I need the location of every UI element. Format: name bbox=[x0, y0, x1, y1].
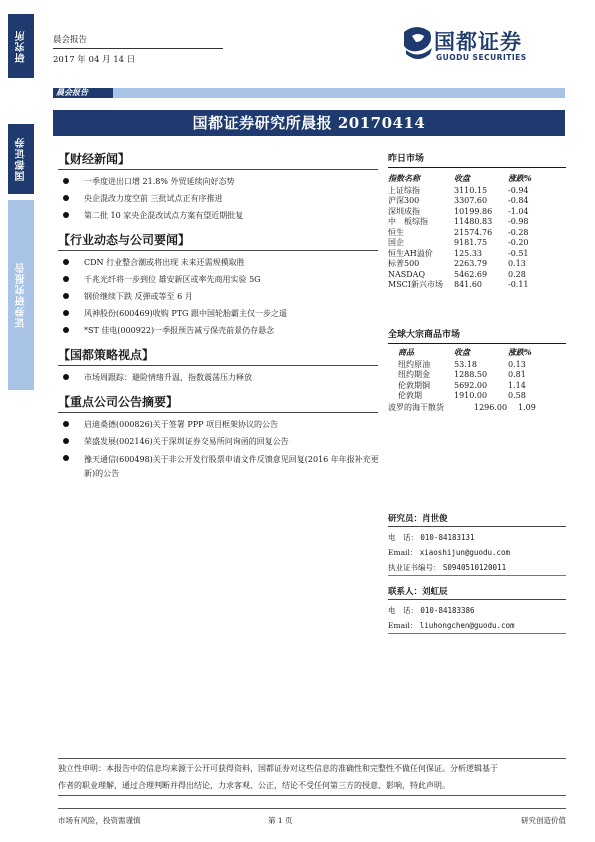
cert-label: 执业证书编号： bbox=[388, 563, 441, 572]
commodities-heading: 全球大宗商品市场 bbox=[388, 329, 566, 344]
phone-label: 电 话： bbox=[388, 606, 418, 615]
market-panel bbox=[388, 153, 566, 291]
market-table bbox=[388, 170, 566, 291]
report-header bbox=[53, 28, 223, 68]
list-item: 央企混改力度空前 三批试点正有序推进 bbox=[58, 193, 378, 204]
list-item: 豫天通信(600498)关于非公开发行股票申请文件反馈意见回复(2016 年年报补充更新)的公告 bbox=[58, 453, 380, 481]
table-row: 伦敦期铜 5692.00 1.14 bbox=[398, 380, 526, 390]
section-heading: 【重点公司公告摘要】 bbox=[58, 393, 378, 413]
commodities-panel bbox=[388, 329, 566, 413]
bullet-icon bbox=[63, 276, 69, 282]
bullet-icon bbox=[63, 293, 69, 299]
analyst-heading: 研究员：肖世俊 bbox=[388, 512, 566, 527]
sidebar-company-label: 国都证券 bbox=[15, 137, 27, 181]
analyst-email-line bbox=[388, 545, 566, 560]
list-item: *ST 佳电(000922)一季报预告减亏保壳前景仍存悬念 bbox=[58, 325, 378, 336]
phone-label: 电 话： bbox=[388, 533, 418, 542]
bullet-icon bbox=[63, 455, 69, 461]
column-header: 涨跌% bbox=[508, 173, 532, 183]
column-header: 收盘 bbox=[454, 347, 470, 357]
bullet-icon bbox=[63, 195, 69, 201]
list-item: 第二批 10 家央企混改试点方案有望近期批复 bbox=[58, 210, 378, 221]
sidebar-company-block bbox=[8, 124, 34, 194]
title-banner bbox=[53, 110, 565, 136]
logo-name-en: GUODU SECURITIES bbox=[436, 53, 527, 62]
sidebar-research-label: 研究所 bbox=[15, 29, 27, 63]
table-row: 恒生AH溢价 125.33 -0.51 bbox=[388, 248, 529, 258]
section-heading: 【行业动态与公司要闻】 bbox=[58, 231, 378, 251]
table-header-row bbox=[388, 170, 566, 186]
bullet-icon bbox=[63, 421, 69, 427]
table-row: 沪深300 3307.60 -0.84 bbox=[388, 196, 529, 205]
table-row: 纽约期金 1288.50 0.81 bbox=[398, 370, 526, 379]
section-heading: 【国都策略视点】 bbox=[58, 346, 378, 366]
report-type: 晨会报告 bbox=[53, 28, 223, 49]
table-row: NASDAQ 5462.69 0.28 bbox=[388, 269, 526, 279]
announcements-section bbox=[58, 393, 378, 481]
commodity-change: 1.09 bbox=[518, 402, 536, 412]
section-bar bbox=[53, 88, 565, 98]
table-row: 中 板综指 11480.83 -0.98 bbox=[388, 217, 529, 226]
page-title: 国都证券研究所晨报 20170414 bbox=[192, 114, 426, 132]
news-column bbox=[58, 150, 378, 491]
bullet-icon bbox=[63, 374, 69, 380]
table-row: 国企 9181.75 -0.20 bbox=[388, 238, 529, 247]
logo-name-cn: 国都证券 bbox=[434, 30, 522, 54]
list-item: CDN 行业整合潮或将出现 未来还需规模取胜 bbox=[58, 257, 378, 268]
list-item: 荣盛发展(002146)关于深圳证券交易所问询函的回复公告 bbox=[58, 436, 378, 447]
list-item: 一季度进出口增 21.8% 外贸延续向好态势 bbox=[58, 176, 378, 187]
contact-email[interactable]: liuhongchen@guodu.com bbox=[419, 621, 515, 630]
sidebar-report-block bbox=[8, 200, 34, 390]
strategy-section bbox=[58, 346, 378, 383]
list-item: 启迪桑德(000826)关于签署 PPP 项目框架协议的公告 bbox=[58, 419, 378, 430]
analyst-email[interactable]: xiaoshijun@guodu.com bbox=[419, 548, 511, 557]
bullet-icon bbox=[63, 310, 69, 316]
finance-news-section bbox=[58, 150, 378, 221]
section-heading: 【财经新闻】 bbox=[58, 150, 378, 170]
company-logo bbox=[400, 24, 565, 64]
footer-risk-note: 市场有风险，投资需谨慎 bbox=[58, 816, 141, 825]
bullet-icon bbox=[63, 327, 69, 333]
email-label: Email： bbox=[388, 621, 418, 630]
logo-mark-icon bbox=[400, 24, 434, 62]
bullet-icon bbox=[63, 438, 69, 444]
column-header: 指数名称 bbox=[388, 173, 420, 183]
commodity-close: 1296.00 bbox=[474, 402, 508, 412]
left-sidebar bbox=[8, 0, 34, 842]
industry-news-section bbox=[58, 231, 378, 336]
contact-heading: 联系人：刘虹辰 bbox=[388, 585, 566, 600]
bullet-icon bbox=[63, 178, 69, 184]
email-label: Email： bbox=[388, 548, 418, 557]
page-number: 第 1 页 bbox=[268, 816, 293, 825]
column-header: 收盘 bbox=[454, 173, 470, 183]
table-row: 深圳成指 10199.86 -1.04 bbox=[388, 206, 529, 216]
disclaimer-line-2: 作者的职业理解，通过合理判断并得出结论，力求客观、公正，结论不受任何第三方的授意、影响，特此声明。 bbox=[58, 781, 450, 790]
page-footer bbox=[58, 808, 566, 826]
section-bar-dark bbox=[53, 88, 113, 98]
table-row: 标普500 2263.79 0.13 bbox=[388, 259, 526, 268]
contact-email-line bbox=[388, 618, 566, 634]
table-row: 恒生 21574.76 -0.28 bbox=[388, 227, 529, 237]
table-header-row bbox=[388, 344, 566, 360]
list-item: 风神股份(600469)收购 PTG 跟中国轮胎霸主仅一步之遥 bbox=[58, 308, 378, 319]
table-row: 纽约原油 53.18 0.13 bbox=[398, 359, 526, 369]
analyst-info bbox=[388, 512, 566, 576]
footer-slogan: 研究创造价值 bbox=[521, 816, 566, 825]
analyst-cert: S0940510120011 bbox=[442, 563, 507, 572]
table-row: MSCI新兴市场 841.60 -0.11 bbox=[388, 280, 529, 289]
list-item: 钢价继续下跌 反弹或等至 6 月 bbox=[58, 291, 378, 302]
commodity-name: 波罗的海干散货 bbox=[388, 402, 444, 412]
contact-phone: 010-84183386 bbox=[420, 606, 475, 615]
sidebar-research-block bbox=[8, 14, 34, 78]
bullet-icon bbox=[63, 212, 69, 218]
sidebar-report-label: 证券研究报告 bbox=[15, 262, 27, 328]
table-row: 伦敦期 1910.00 0.58 bbox=[398, 391, 526, 400]
analyst-cert-line bbox=[388, 560, 566, 576]
contact-phone-line bbox=[388, 603, 566, 618]
disclaimer-line-1: 独立性申明：本报告中的信息均来源于公开可获得资料，国都证券对这些信息的准确性和完整性不做任何保证。分析逻辑基于 bbox=[58, 764, 498, 773]
table-row bbox=[388, 402, 566, 413]
column-header: 商品 bbox=[398, 347, 414, 357]
market-heading: 昨日市场 bbox=[388, 153, 566, 168]
table-row: 上证综指 3110.15 -0.94 bbox=[388, 185, 529, 195]
disclaimer bbox=[58, 758, 566, 796]
analyst-phone-line bbox=[388, 530, 566, 545]
analyst-phone: 010-84183131 bbox=[420, 533, 475, 542]
contact-info bbox=[388, 585, 566, 634]
list-item: 千兆光纤将一步到位 雄安新区或率先商用实验 5G bbox=[58, 274, 378, 285]
report-date: 2017 年 04 月 14 日 bbox=[53, 55, 136, 65]
section-bar-label: 晨会报告 bbox=[56, 88, 88, 97]
bullet-icon bbox=[63, 259, 69, 265]
column-header: 涨跌% bbox=[508, 347, 532, 357]
list-item: 市场周跟踪：避险情绪升温，指数震荡压力释放 bbox=[58, 372, 378, 383]
commodities-table bbox=[388, 344, 566, 402]
section-bar-light bbox=[113, 88, 565, 98]
